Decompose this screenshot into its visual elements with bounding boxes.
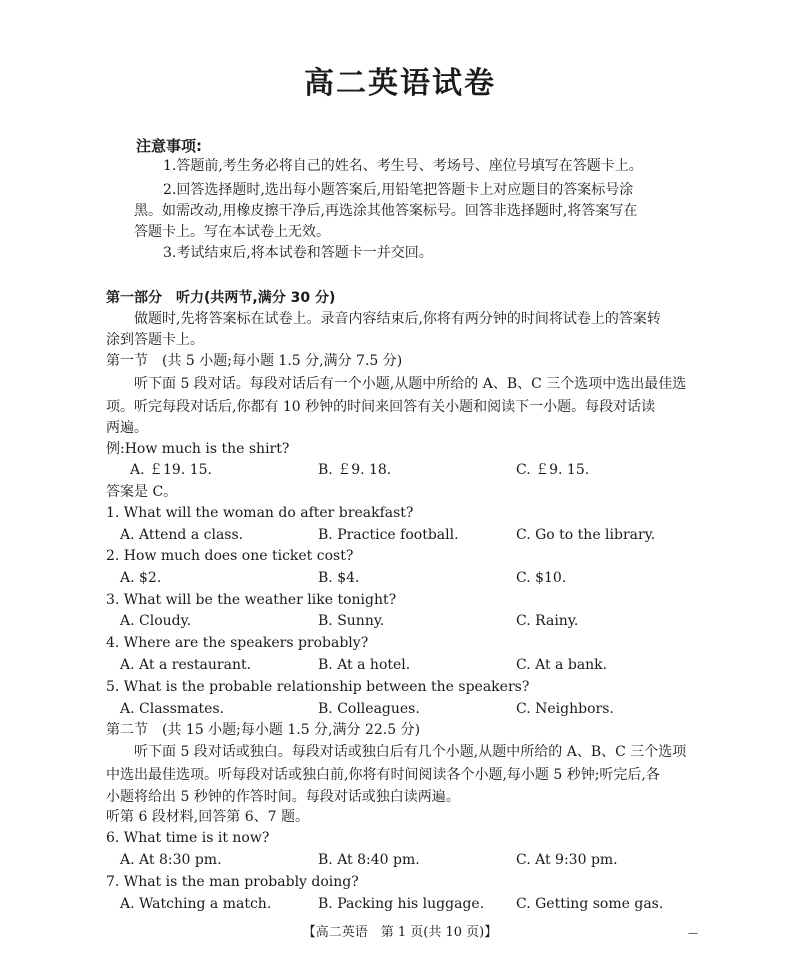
- q2-option-b: B. $4.: [318, 570, 360, 586]
- q7-option-a: A. Watching a match.: [120, 896, 272, 912]
- part1-intro: 做题时,先将答案标在试卷上。录音内容结束后,你将有两分钟的时间将试卷上的答案转: [134, 311, 661, 327]
- notes-line: 答题卡上。写在本试卷上无效。: [134, 224, 330, 240]
- section1-intro: 项。听完每段对话后,你都有 10 秒钟的时间来回答有关小题和阅读下一小题。每段对话读: [106, 399, 656, 415]
- example-option-c: C. ￡9. 15.: [516, 462, 590, 478]
- section1-intro: 听下面 5 段对话。每段对话后有一个小题,从题中所给的 A、B、C 三个选项中选出最佳选: [134, 376, 687, 392]
- example-option-a: A. ￡19. 15.: [130, 462, 212, 478]
- section2-intro: 听下面 5 段对话或独白。每段对话或独白后有几个小题,从题中所给的 A、B、C 三个选项: [134, 744, 687, 760]
- question-2: 2. How much does one ticket cost?: [106, 548, 354, 564]
- page-footer: 【高二英语 第 1 页(共 10 页)】: [302, 925, 498, 940]
- corner-mark: —: [688, 928, 698, 939]
- part1-intro: 涂到答题卡上。: [106, 332, 204, 348]
- q4-option-c: C. At a bank.: [516, 657, 608, 673]
- notes-line: 3.考试结束后,将本试卷和答题卡一并交回。: [163, 245, 433, 261]
- q7-option-c: C. Getting some gas.: [516, 896, 664, 912]
- question-4: 4. Where are the speakers probably?: [106, 635, 369, 651]
- part1-heading: 第一部分 听力(共两节,满分 30 分): [106, 290, 336, 306]
- notes-line: 2.回答选择题时,选出每小题答案后,用铅笔把答题卡上对应题目的答案标号涂: [163, 182, 634, 198]
- notes-line: 黑。如需改动,用橡皮擦干净后,再选涂其他答案标号。回答非选择题时,将答案写在: [134, 203, 638, 219]
- example-option-b: B. ￡9. 18.: [318, 462, 392, 478]
- example-question: 例:How much is the shirt?: [106, 441, 290, 457]
- q7-option-b: B. Packing his luggage.: [318, 896, 485, 912]
- q6-option-c: C. At 9:30 pm.: [516, 852, 618, 868]
- question-1: 1. What will the woman do after breakfast?: [106, 505, 414, 521]
- section2-heading: 第二节 (共 15 小题;每小题 1.5 分,满分 22.5 分): [106, 722, 421, 738]
- q5-option-a: A. Classmates.: [120, 701, 225, 717]
- q2-option-a: A. $2.: [120, 570, 162, 586]
- notes-line: 1.答题前,考生务必将自己的姓名、考生号、考场号、座位号填写在答题卡上。: [163, 158, 643, 174]
- example-answer: 答案是 C。: [106, 484, 178, 500]
- section2-intro: 小题将给出 5 秒钟的作答时间。每段对话或独白读两遍。: [106, 789, 460, 805]
- section1-intro: 两遍。: [106, 420, 148, 436]
- notes-heading: 注意事项:: [136, 137, 202, 155]
- q1-option-c: C. Go to the library.: [516, 527, 656, 543]
- q6-option-b: B. At 8:40 pm.: [318, 852, 420, 868]
- question-3: 3. What will be the weather like tonight?: [106, 592, 397, 608]
- section2-material: 听第 6 段材料,回答第 6、7 题。: [106, 809, 309, 825]
- section2-intro: 中选出最佳选项。听每段对话或独白前,你将有时间阅读各个小题,每小题 5 秒钟;听完后,各: [106, 767, 660, 783]
- q5-option-c: C. Neighbors.: [516, 701, 614, 717]
- q3-option-b: B. Sunny.: [318, 613, 385, 629]
- question-6: 6. What time is it now?: [106, 830, 270, 846]
- q1-option-a: A. Attend a class.: [120, 527, 244, 543]
- page-title: 高二英语试卷: [304, 66, 496, 101]
- question-7: 7. What is the man probably doing?: [106, 874, 359, 890]
- q4-option-b: B. At a hotel.: [318, 657, 411, 673]
- q4-option-a: A. At a restaurant.: [120, 657, 252, 673]
- q5-option-b: B. Colleagues.: [318, 701, 420, 717]
- q1-option-b: B. Practice football.: [318, 527, 459, 543]
- question-5: 5. What is the probable relationship between the speakers?: [106, 679, 530, 695]
- q2-option-c: C. $10.: [516, 570, 567, 586]
- q3-option-c: C. Rainy.: [516, 613, 579, 629]
- q3-option-a: A. Cloudy.: [120, 613, 192, 629]
- q6-option-a: A. At 8:30 pm.: [120, 852, 222, 868]
- section1-heading: 第一节 (共 5 小题;每小题 1.5 分,满分 7.5 分): [106, 353, 403, 369]
